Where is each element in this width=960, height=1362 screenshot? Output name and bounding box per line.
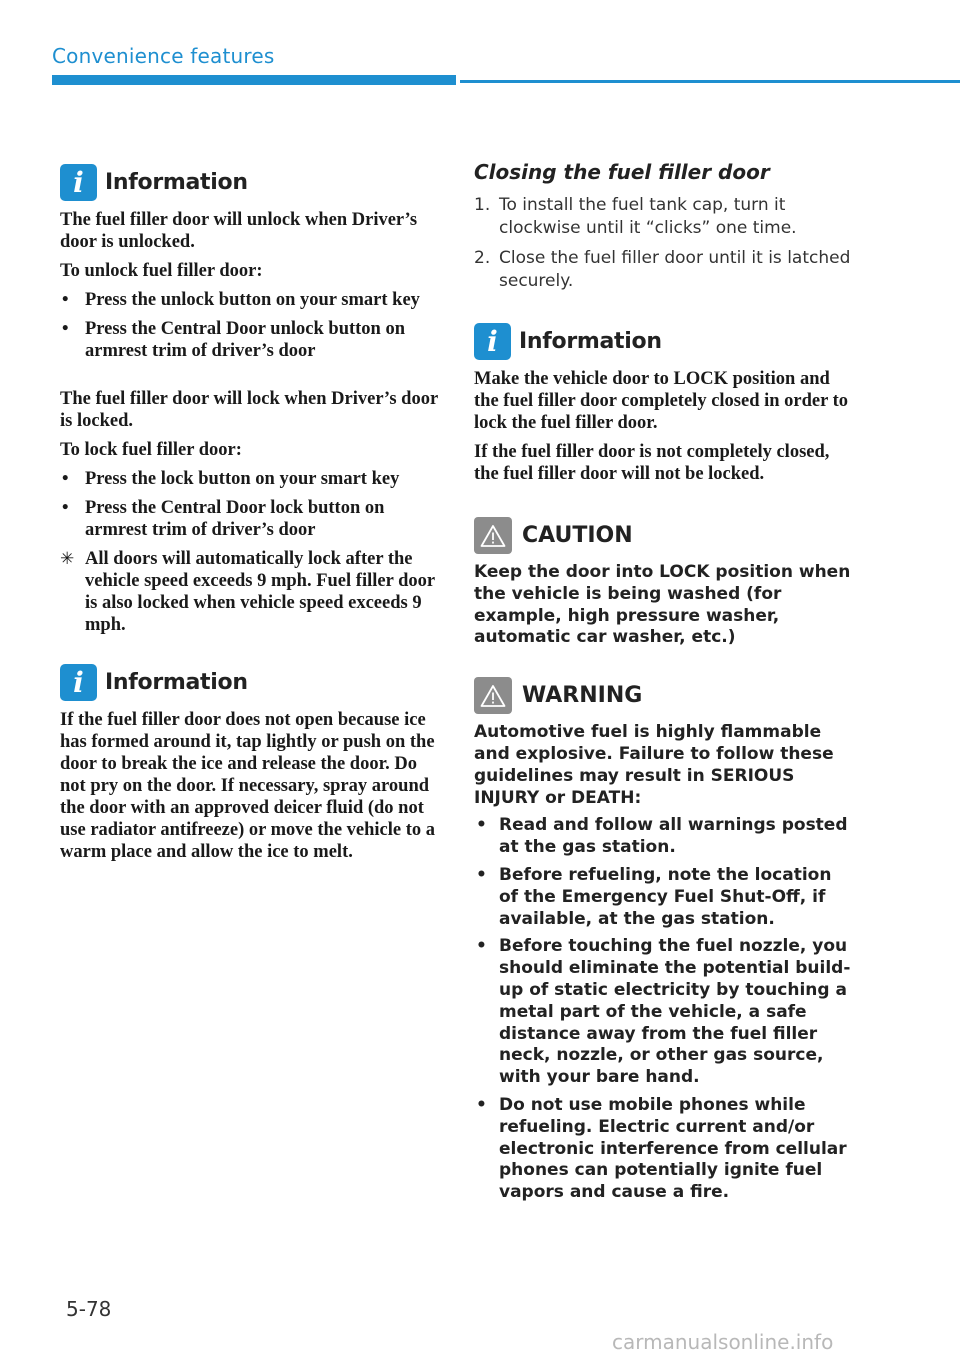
- right-column: [474, 160, 854, 1210]
- bullet-marker: •: [62, 498, 69, 518]
- information-title: Information: [519, 329, 662, 354]
- warning-title: WARNING: [522, 683, 643, 709]
- information-heading: [474, 323, 854, 360]
- page-number: 5-78: [66, 1297, 112, 1321]
- warning-triangle-icon: [474, 677, 512, 714]
- warning-box: [474, 677, 854, 1204]
- list-item: • Press the unlock button on your smart key: [62, 290, 420, 310]
- ice-description: If the fuel filler door does not open because ice has formed around it, tap lightly or push on the door to break the ice and release the door. Do not pry on the door. If necessary, spray around the door with an approved deicer fluid (do not use radiator antifreeze) or move the vehicle to a warm place and allow the ice to melt.: [60, 710, 436, 862]
- asterisk-icon: ✳: [60, 549, 75, 569]
- info-icon: i: [60, 164, 97, 201]
- warning-heading: [474, 677, 854, 714]
- bullet-marker: •: [476, 936, 487, 957]
- lock-position-note: Make the vehicle door to LOCK position and the fuel filler door completely closed in order to lock the fuel filler door.: [474, 369, 849, 433]
- list-item: • Read and follow all warnings posted at the gas station.: [476, 815, 848, 858]
- closing-section: [474, 160, 854, 293]
- list-item: 1. To install the fuel tank cap, turn it clockwise until it “clicks” one time.: [474, 195, 797, 238]
- left-column: [60, 164, 442, 870]
- unlock-description: The fuel filler door will unlock when Driver’s door is unlocked.: [60, 210, 418, 252]
- watermark: carmanualsonline.info: [612, 1330, 834, 1354]
- warning-triangle-icon: [474, 517, 512, 554]
- list-item: • Press the Central Door lock button on armrest trim of driver’s door: [62, 498, 385, 540]
- information-box-ice: [60, 664, 442, 863]
- header-rule-thick: [52, 75, 456, 85]
- bullet-marker: •: [476, 815, 487, 836]
- list-item: • Press the Central Door unlock button on armrest trim of driver’s door: [62, 319, 406, 361]
- warning-intro: Automotive fuel is highly flammable and explosive. Failure to follow these guidelines may result in SERIOUS INJURY or DEATH:: [474, 722, 834, 808]
- bullet-marker: •: [476, 864, 487, 885]
- information-title: Information: [105, 170, 248, 195]
- list-item: 2. Close the fuel filler door until it is latched securely.: [474, 248, 851, 291]
- list-item: • Before touching the fuel nozzle, you should eliminate the potential build-up of static electricity by touching a metal part of the vehicle, a safe distance away from the fuel filler neck, nozzle, or other gas source, with your bare hand.: [476, 936, 851, 1088]
- lock-description: The fuel filler door will lock when Driver’s door is locked.: [60, 389, 438, 431]
- closing-title: Closing the fuel filler door: [474, 160, 770, 184]
- bullet-marker: •: [62, 290, 69, 310]
- auto-lock-note: ✳ All doors will automatically lock after the vehicle speed exceeds 9 mph. Fuel filler door is also locked when vehicle speed exceeds 9 mph.: [60, 549, 435, 635]
- bullet-marker: •: [62, 469, 69, 489]
- list-item: • Before refueling, note the location of the Emergency Fuel Shut-Off, if available, at the gas station.: [476, 864, 832, 929]
- unlock-heading: To unlock fuel filler door:: [60, 261, 263, 281]
- list-item: • Press the lock button on your smart key: [62, 469, 400, 489]
- header-rule-thin: [460, 80, 960, 83]
- section-title: Convenience features: [52, 44, 275, 68]
- information-title: Information: [105, 670, 248, 695]
- not-closed-note: If the fuel filler door is not completely closed, the fuel filler door will not be locked.: [474, 442, 830, 484]
- information-box-lock: [474, 323, 854, 485]
- bullet-marker: •: [62, 319, 69, 339]
- information-heading: [60, 164, 442, 201]
- caution-box: [474, 517, 854, 649]
- list-item: • Do not use mobile phones while refueling. Electric current and/or electronic interference from cellular phones can potentially ignite fuel vapors and cause a fire.: [476, 1094, 847, 1203]
- caution-title: CAUTION: [522, 523, 633, 548]
- info-icon: i: [60, 664, 97, 701]
- caution-heading: [474, 517, 854, 554]
- information-box-unlock: [60, 164, 442, 636]
- info-icon: i: [474, 323, 511, 360]
- caution-text: Keep the door into LOCK position when the vehicle is being washed (for example, high pressure washer, automatic car washer, etc.): [474, 562, 851, 648]
- bullet-marker: •: [476, 1094, 487, 1115]
- information-heading: [60, 664, 442, 701]
- lock-heading: To lock fuel filler door:: [60, 440, 242, 460]
